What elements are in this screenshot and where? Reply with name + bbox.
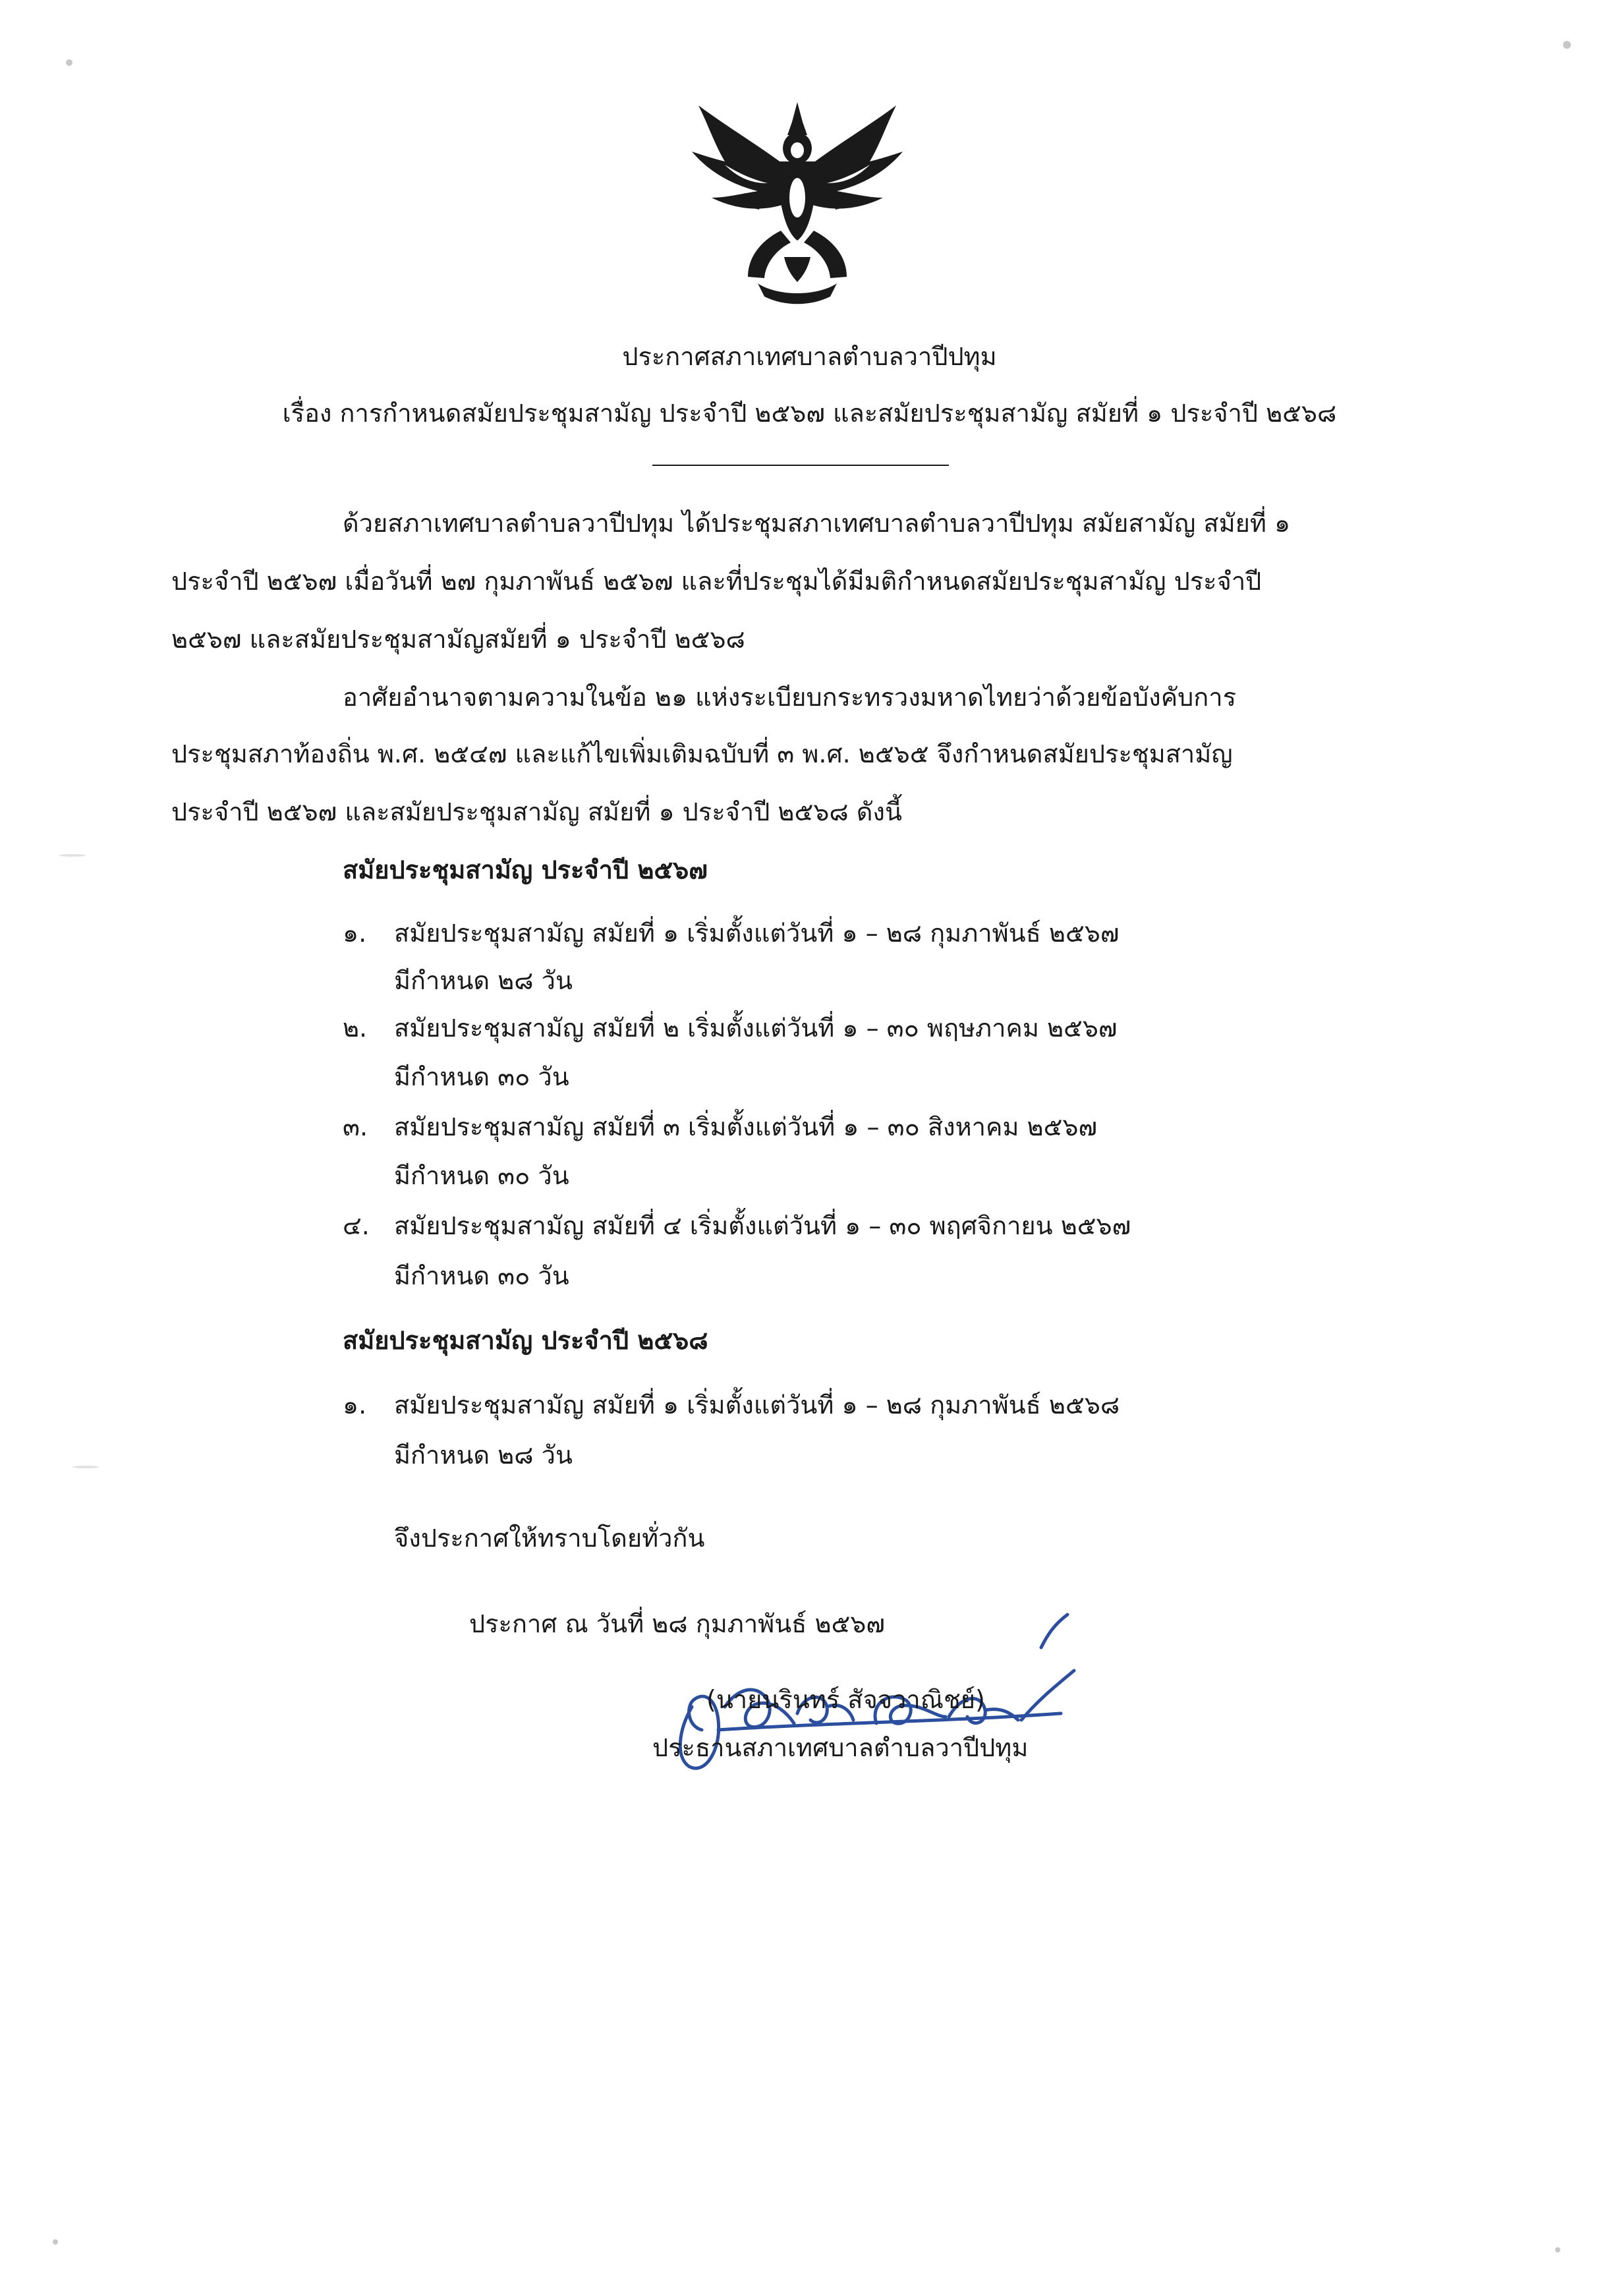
- announcement-date: ประกาศ ณ วันที่ ๒๘ กุมภาพันธ์ ๒๕๖๗: [469, 1609, 885, 1638]
- closing-announcement: จึงประกาศให้ทราบโดยทั่วกัน: [394, 1524, 705, 1553]
- list-item-period: มีกำหนด ๒๘ วัน: [394, 1441, 573, 1470]
- punch-hole-mark: [59, 854, 86, 857]
- paragraph-2-line-1: อาศัยอำนาจตามความในข้อ ๒๑ แห่งระเบียบกระทรวงมหาดไทยว่าด้วยข้อบังคับการ: [343, 683, 1237, 712]
- scan-speck: [1555, 2247, 1560, 2253]
- list-item-number: ๔.: [343, 1211, 370, 1240]
- scan-speck: [53, 2239, 58, 2245]
- document-title: ประกาศสภาเทศบาลตำบลวาปีปทุม: [622, 342, 997, 371]
- signatory-name: (นายนรินทร์ สัจจวาณิชย์): [706, 1685, 985, 1714]
- header-divider: [652, 465, 949, 466]
- list-item-text: สมัยประชุมสามัญ สมัยที่ ๔ เริ่มตั้งแต่วันที่ ๑ – ๓๐ พฤศจิกายน ๒๕๖๗: [394, 1211, 1131, 1240]
- garuda-emblem-icon: [685, 99, 909, 310]
- list-item-number: ๑.: [343, 1391, 367, 1420]
- document-subject: เรื่อง การกำหนดสมัยประชุมสามัญ ประจำปี ๒๕๖๗ และสมัยประชุมสามัญ สมัยที่ ๑ ประจำปี ๒๕๖๘: [282, 399, 1337, 428]
- list-item-period: มีกำหนด ๓๐ วัน: [394, 1062, 569, 1091]
- signatory-position: ประธานสภาเทศบาลตำบลวาปีปทุม: [652, 1733, 1029, 1762]
- list-item-number: ๑.: [343, 919, 367, 948]
- section-heading-2567: สมัยประชุมสามัญ ประจำปี ๒๕๖๗: [343, 855, 708, 884]
- list-item-period: มีกำหนด ๓๐ วัน: [394, 1261, 569, 1290]
- paragraph-1-line-3: ๒๕๖๗ และสมัยประชุมสามัญสมัยที่ ๑ ประจำปี ๒๕๖๘: [171, 625, 745, 654]
- list-item-text: สมัยประชุมสามัญ สมัยที่ ๓ เริ่มตั้งแต่วันที่ ๑ – ๓๐ สิงหาคม ๒๕๖๗: [394, 1112, 1098, 1141]
- scan-speck: [1563, 41, 1571, 49]
- punch-hole-mark: [72, 1466, 99, 1468]
- paragraph-1-line-1: ด้วยสภาเทศบาลตำบลวาปีปทุม ได้ประชุมสภาเทศบาลตำบลวาปีปทุม สมัยสามัญ สมัยที่ ๑: [343, 509, 1291, 538]
- scan-speck: [66, 59, 72, 66]
- paragraph-2-line-3: ประจำปี ๒๕๖๗ และสมัยประชุมสามัญ สมัยที่ ๑ ประจำปี ๒๕๖๘ ดังนี้: [171, 797, 902, 826]
- list-item-text: สมัยประชุมสามัญ สมัยที่ ๑ เริ่มตั้งแต่วันที่ ๑ – ๒๘ กุมภาพันธ์ ๒๕๖๘: [394, 1391, 1120, 1420]
- list-item-number: ๒.: [343, 1014, 368, 1043]
- list-item-text: สมัยประชุมสามัญ สมัยที่ ๒ เริ่มตั้งแต่วันที่ ๑ – ๓๐ พฤษภาคม ๒๕๖๗: [394, 1014, 1118, 1043]
- list-item-period: มีกำหนด ๒๘ วัน: [394, 966, 573, 995]
- list-item-period: มีกำหนด ๓๐ วัน: [394, 1161, 569, 1190]
- section-heading-2568: สมัยประชุมสามัญ ประจำปี ๒๕๖๘: [343, 1326, 708, 1355]
- paragraph-2-line-2: ประชุมสภาท้องถิ่น พ.ศ. ๒๕๔๗ และแก้ไขเพิ่มเติมฉบับที่ ๓ พ.ศ. ๒๕๖๕ จึงกำหนดสมัยประชุมสามัญ: [171, 739, 1233, 768]
- list-item-text: สมัยประชุมสามัญ สมัยที่ ๑ เริ่มตั้งแต่วันที่ ๑ – ๒๘ กุมภาพันธ์ ๒๕๖๗: [394, 919, 1120, 948]
- list-item-number: ๓.: [343, 1112, 368, 1141]
- paragraph-1-line-2: ประจำปี ๒๕๖๗ เมื่อวันที่ ๒๗ กุมภาพันธ์ ๒๕๖๗ และที่ประชุมได้มีมติกำหนดสมัยประชุมสามัญ ประจำปี: [171, 567, 1262, 596]
